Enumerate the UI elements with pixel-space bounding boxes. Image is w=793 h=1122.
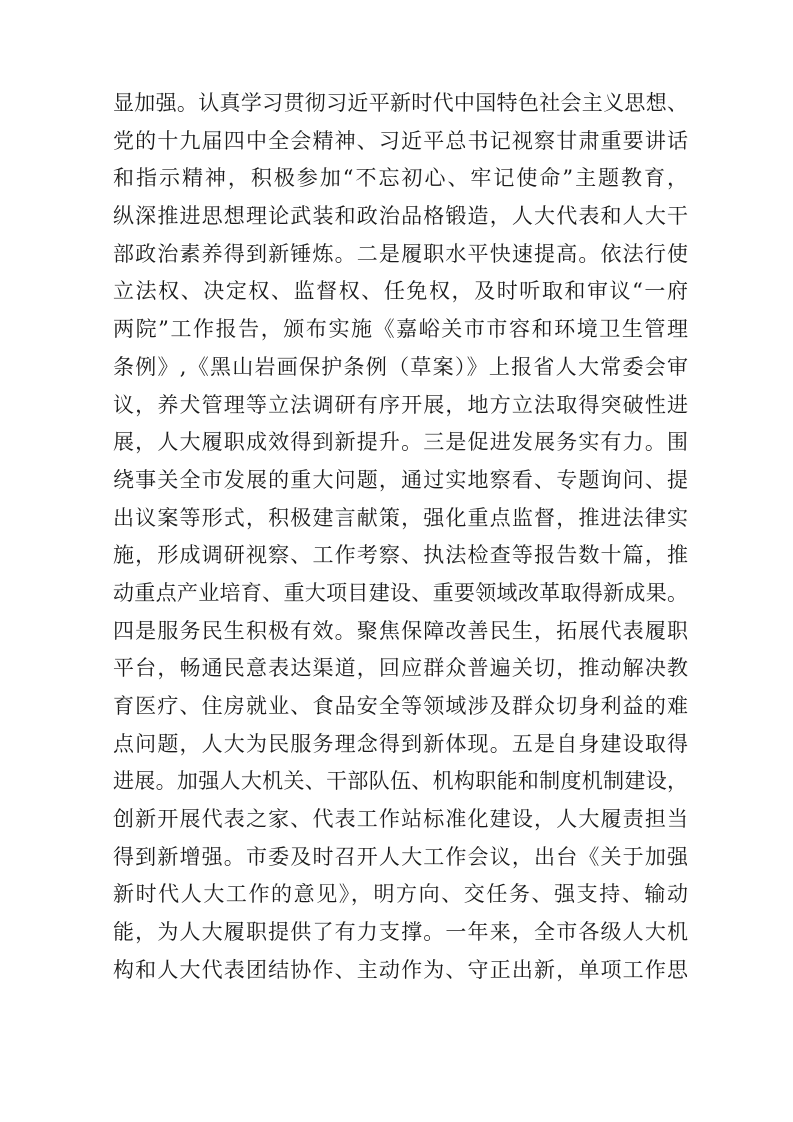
text-line: 两院”工作报告，颁布实施《嘉峪关市市容和环境卫生管理	[113, 317, 688, 342]
text-line: 得到新增强。市委及时召开人大工作会议，出台《关于加强	[113, 844, 688, 869]
text-line: 条例》,《黑山岩画保护条例（草案）》上报省人大常委会审	[113, 354, 688, 379]
text-line: 点问题，人大为民服务理念得到新体现。五是自身建设取得	[113, 731, 688, 756]
text-line: 党的十九届四中全会精神、习近平总书记视察甘肃重要讲话	[113, 128, 688, 153]
text-line: 新时代人大工作的意见》，明方向、交任务、强支持、输动	[113, 882, 688, 907]
text-line: 四是服务民生积极有效。聚焦保障改善民生，拓展代表履职	[113, 618, 688, 643]
text-line: 显加强。认真学习贯彻习近平新时代中国特色社会主义思想、	[113, 91, 688, 115]
text-line: 平台，畅通民意表达渠道，回应群众普遍关切，推动解决教	[113, 656, 688, 681]
text-line: 立法权、决定权、监督权、任免权，及时听取和审议“一府	[113, 279, 688, 304]
text-line: 展，人大履职成效得到新提升。三是促进发展务实有力。围	[113, 430, 688, 455]
text-line: 纵深推进思想理论武装和政治品格锻造，人大代表和人大干	[113, 204, 688, 229]
text-line: 部政治素养得到新锤炼。二是履职水平快速提高。依法行使	[113, 241, 688, 266]
text-line: 创新开展代表之家、代表工作站标准化建设，人大履责担当	[113, 807, 688, 832]
text-line: 进展。加强人大机关、干部队伍、机构职能和制度机制建设，	[113, 769, 688, 794]
text-line: 构和人大代表团结协作、主动作为、守正出新，单项工作思	[113, 957, 688, 982]
text-line: 出议案等形式，积极建言献策，强化重点监督，推进法律实	[113, 505, 688, 530]
text-line: 绕事关全市发展的重大问题，通过实地察看、专题询问、提	[113, 467, 688, 492]
text-line: 施，形成调研视察、工作考察、执法检查等报告数十篇，推	[113, 543, 688, 568]
text-line: 和指示精神，积极参加“不忘初心、牢记使命”主题教育，	[113, 166, 688, 191]
text-line: 动重点产业培育、重大项目建设、重要领域改革取得新成果。	[113, 580, 688, 605]
text-line: 能，为人大履职提供了有力支撑。一年来，全市各级人大机	[113, 920, 688, 945]
text-line: 育医疗、住房就业、食品安全等领域涉及群众切身利益的难	[113, 694, 688, 718]
body-text	[113, 85, 688, 990]
text-line: 议，养犬管理等立法调研有序开展，地方立法取得突破性进	[113, 392, 688, 417]
